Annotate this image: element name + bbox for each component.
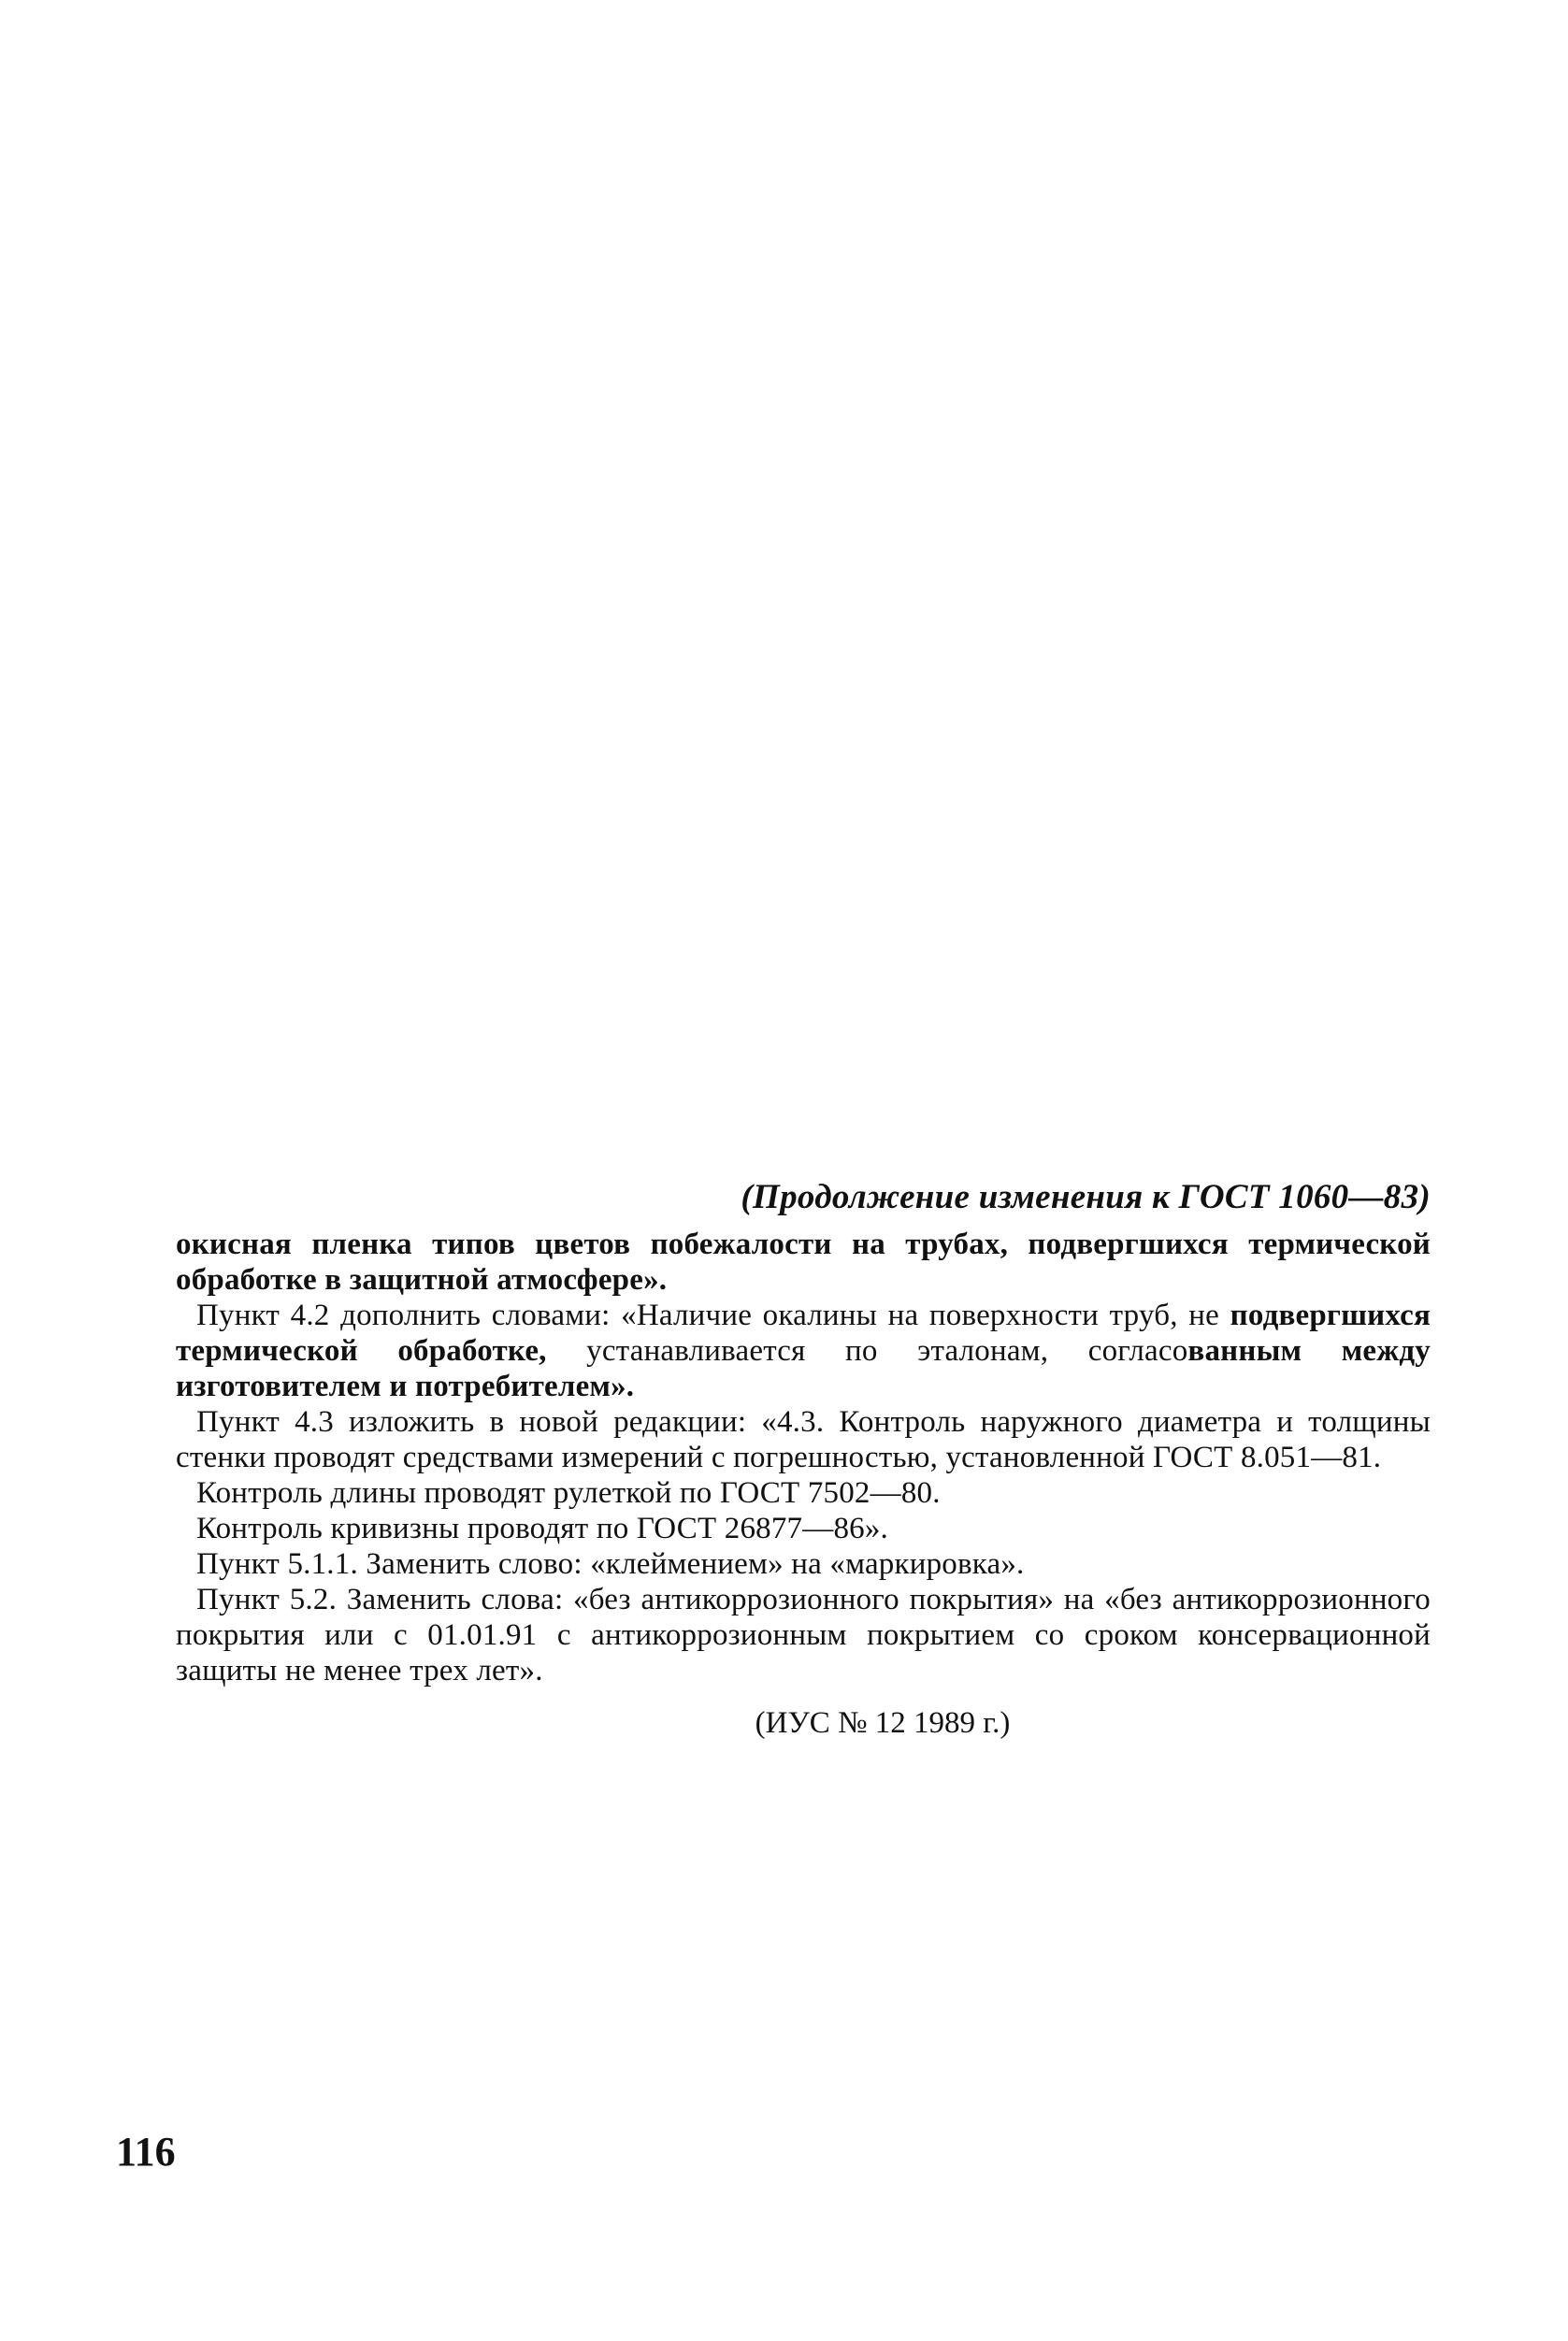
paragraph-oxide-film bbox=[176, 1227, 1431, 1298]
paragraph-item-5-1-1 bbox=[176, 1546, 1431, 1582]
paragraph-text: Пункт 4.3 изложить в новой редакции: «4.3. Контроль наружного диаметра и толщины стенки проводят средствами измерений с погрешностью, установленной ГОСТ 8.051—81. bbox=[176, 1405, 1431, 1474]
paragraph-text-bold: подвергшихся термической обработке, bbox=[176, 1299, 1431, 1368]
page-number: 116 bbox=[116, 2129, 176, 2175]
continuation-header: (Продолжение изменения к ГОСТ 1060—83) bbox=[741, 1178, 1431, 1216]
paragraph-text: Пункт 5.1.1. Заменить слово: «клеймением» на «маркировка». bbox=[196, 1547, 1025, 1581]
amendment-text-block bbox=[176, 1176, 1431, 1741]
paragraph-text: Пункт 5.2. Заменить слова: «без антикоррозионного покрытия» на «без антикоррозионного покрытия или с 01.01.91 с антикоррозионным покрытием со сроком консервационной защиты не менее трех лет». bbox=[176, 1583, 1431, 1688]
paragraph-curvature-control bbox=[176, 1511, 1431, 1546]
paragraph-item-4-3 bbox=[176, 1404, 1431, 1475]
paragraph-text: устанавливается по эталонам, согласо bbox=[546, 1334, 1188, 1368]
paragraph-text: Контроль длины проводят рулеткой по ГОСТ 7502—80. bbox=[196, 1476, 941, 1510]
paragraph-text: окисная пленка типов цветов побежалости на трубах, подвергшихся термической обработке в защитной атмосфере». bbox=[176, 1228, 1431, 1297]
paragraph-length-control bbox=[176, 1475, 1431, 1511]
paragraph-text: Контроль кривизны проводят по ГОСТ 26877—86». bbox=[196, 1512, 889, 1545]
paragraph-item-5-2 bbox=[176, 1582, 1431, 1688]
paragraph-item-4-2 bbox=[176, 1298, 1431, 1404]
paragraph-text: Пункт 4.2 дополнить словами: «Наличие окалины на поверхности труб, не bbox=[196, 1299, 1230, 1332]
ius-reference: (ИУС № 12 1989 г.) bbox=[755, 1706, 1011, 1740]
paragraph-text-bold: ванным между изготовителем и потребителем». bbox=[176, 1334, 1431, 1403]
